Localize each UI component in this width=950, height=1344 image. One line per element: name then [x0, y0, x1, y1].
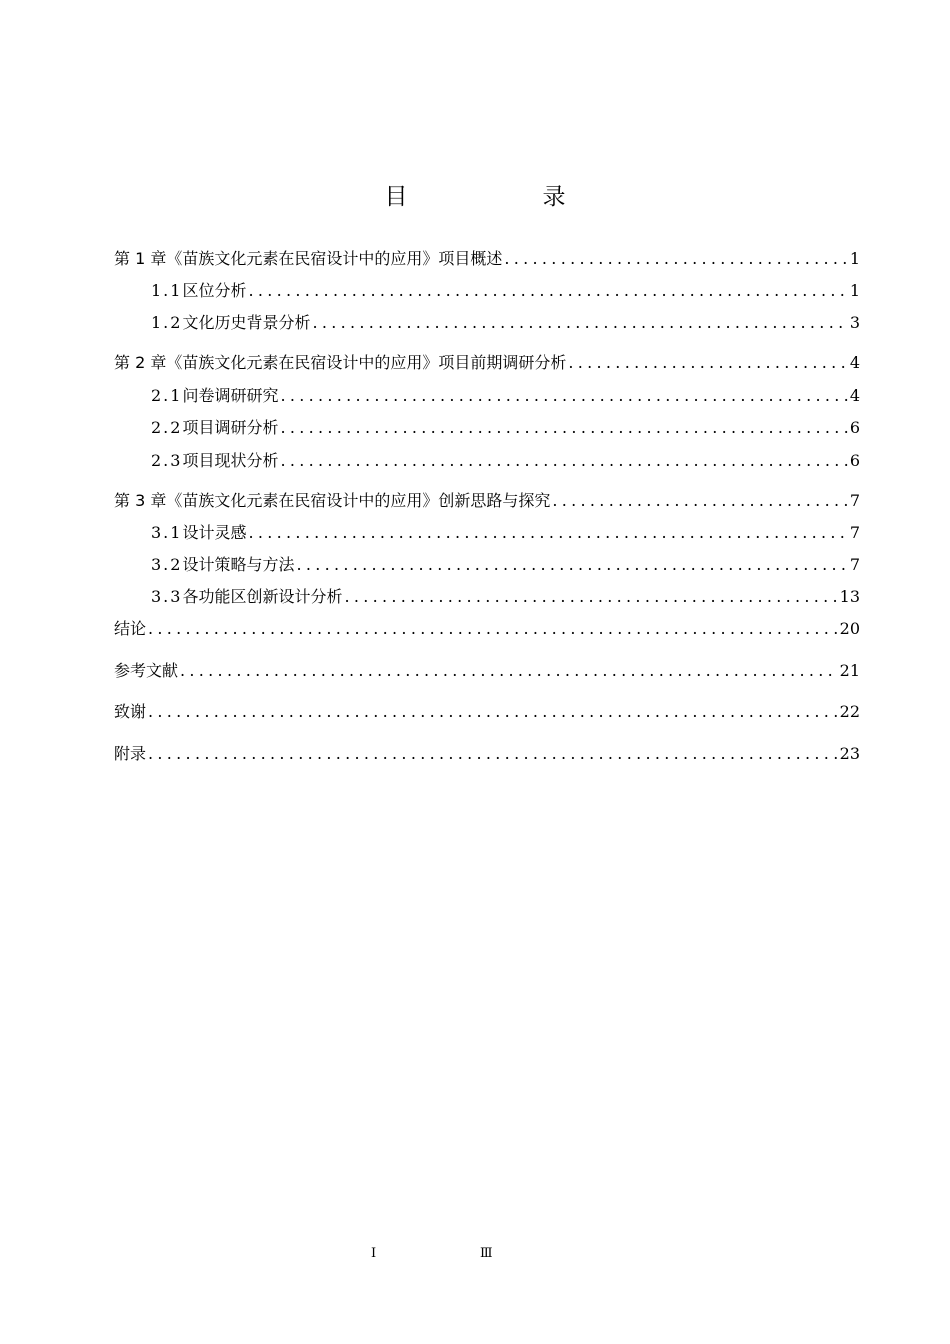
footer-page-number-right: Ⅲ	[480, 1246, 493, 1261]
toc-entry-number: 3.3	[151, 587, 183, 606]
toc-entry-title: 项目调研分析	[182, 418, 279, 437]
toc-entry-number: 第 1 章	[114, 249, 167, 268]
toc-entry-title: 《苗族文化元素在民宿设计中的应用》创新思路与探究	[166, 491, 551, 510]
toc-entry-page: 23	[839, 744, 860, 763]
toc-leader-dots	[248, 522, 847, 544]
toc-leader-dots	[148, 743, 838, 765]
toc-entry-2-2[interactable]	[114, 417, 860, 439]
toc-entry-page: 13	[839, 587, 860, 606]
toc-leader-dots	[312, 312, 847, 334]
toc-leader-dots	[280, 450, 847, 472]
toc-leader-dots	[148, 701, 838, 723]
toc-entry-title: 《苗族文化元素在民宿设计中的应用》项目概述	[166, 249, 503, 268]
toc-entry-1-2[interactable]	[114, 312, 860, 334]
toc-entry-2-1[interactable]	[114, 385, 860, 407]
toc-entry-title: 文化历史背景分析	[182, 313, 311, 332]
toc-entry-chapter-1[interactable]	[114, 248, 860, 270]
toc-entry-title: 附录	[114, 744, 147, 763]
toc-entry-3-2[interactable]	[114, 554, 860, 576]
toc-entry-title: 致谢	[114, 702, 147, 721]
toc-leader-dots	[568, 352, 847, 374]
toc-entry-page: 21	[839, 661, 860, 680]
toc-entry-title: 各功能区创新设计分析	[182, 587, 343, 606]
toc-entry-2-3[interactable]	[114, 450, 860, 472]
toc-entry-page: 3	[849, 313, 860, 332]
toc-entry-title: 参考文献	[114, 661, 179, 680]
toc-entry-page: 7	[849, 523, 860, 542]
page-title: 目 录	[384, 184, 622, 210]
toc-entry-title: 区位分析	[182, 281, 247, 300]
toc-entry-number: 3.2	[151, 555, 183, 574]
toc-entry-title: 问卷调研研究	[182, 386, 279, 405]
toc-entry-3-1[interactable]	[114, 522, 860, 544]
toc-entry-chapter-3[interactable]	[114, 490, 860, 512]
toc-leader-dots	[504, 248, 847, 270]
toc-entry-page: 1	[849, 249, 860, 268]
toc-entry-number: 3.1	[151, 523, 183, 542]
toc-entry-page: 1	[849, 281, 860, 300]
toc-entry-number: 1.2	[151, 313, 183, 332]
toc-entry-number: 第 3 章	[114, 491, 167, 510]
toc-entry-page: 4	[849, 353, 860, 372]
toc-entry-conclusion[interactable]	[114, 618, 860, 640]
toc-leader-dots	[344, 586, 837, 608]
toc-entry-page: 4	[849, 386, 860, 405]
toc-entry-title: 设计灵感	[182, 523, 247, 542]
toc-entry-acknowledgements[interactable]	[114, 701, 860, 723]
toc-entry-3-3[interactable]	[114, 586, 860, 608]
toc-entry-number: 第 2 章	[114, 353, 167, 372]
toc-entry-page: 7	[849, 491, 860, 510]
toc-entry-title: 项目现状分析	[182, 451, 279, 470]
toc-entry-number: 2.2	[151, 418, 183, 437]
toc-entry-page: 6	[849, 418, 860, 437]
toc-entry-appendix[interactable]	[114, 743, 860, 765]
toc-entry-title: 设计策略与方法	[182, 555, 295, 574]
toc-entry-page: 7	[849, 555, 860, 574]
toc-entry-number: 2.1	[151, 386, 183, 405]
toc-entry-chapter-2[interactable]	[114, 352, 860, 374]
toc-leader-dots	[280, 417, 847, 439]
toc-leader-dots	[296, 554, 847, 576]
toc-leader-dots	[148, 618, 838, 640]
toc-entry-references[interactable]	[114, 660, 860, 682]
toc-leader-dots	[552, 490, 847, 512]
toc-leader-dots	[280, 385, 847, 407]
toc-leader-dots	[180, 660, 838, 682]
toc-leader-dots	[248, 280, 847, 302]
toc-entry-page: 22	[839, 702, 860, 721]
toc-entry-title: 结论	[114, 619, 147, 638]
toc-entry-1-1[interactable]	[114, 280, 860, 302]
toc-entry-number: 2.3	[151, 451, 183, 470]
toc-entry-title: 《苗族文化元素在民宿设计中的应用》项目前期调研分析	[166, 353, 567, 372]
footer-page-number-left: I	[371, 1246, 377, 1261]
toc-entry-page: 20	[839, 619, 860, 638]
toc-entry-page: 6	[849, 451, 860, 470]
toc-entry-number: 1.1	[151, 281, 183, 300]
